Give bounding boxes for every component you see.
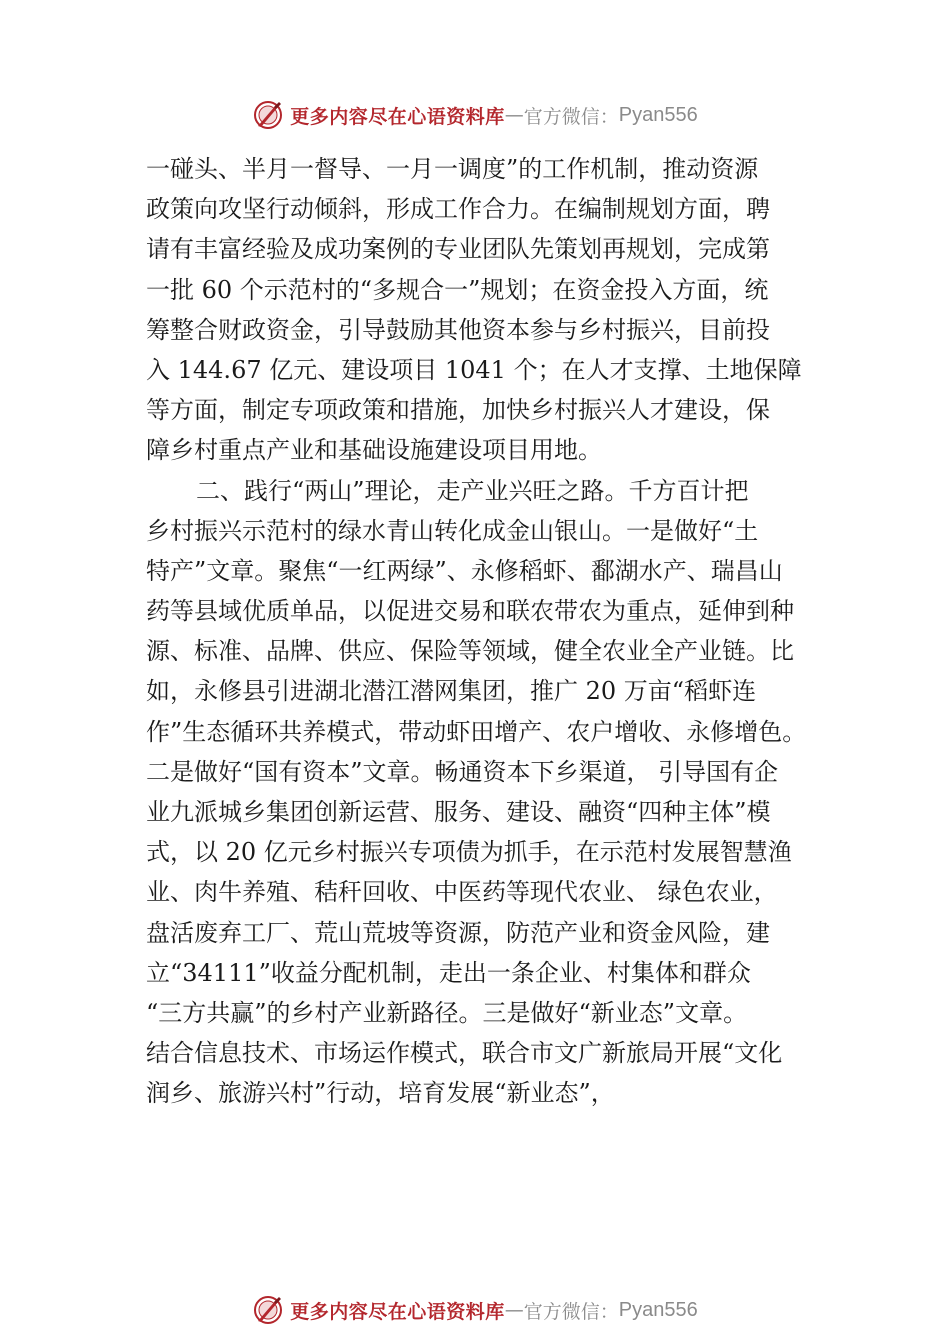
section-heading-line: 二、践行“两山”理论，走产业兴旺之路。千方百计把 — [196, 476, 749, 505]
text-line: 请有丰富经验及成功案例的专业团队先策划再规划，完成第 — [146, 235, 770, 264]
text-line: 如，永修县引进湖北潜江潜网集团，推广 20 万亩“稻虾连 — [146, 677, 757, 706]
wechat-handle: Pyan556 — [618, 103, 698, 126]
text-line: 一碰头、半月一督导、一月一调度”的工作机制，推动资源 — [146, 155, 759, 183]
text-line: 等方面，制定专项政策和措施，加快乡村振兴人才建设，保 — [146, 396, 770, 425]
text-line: 业、肉牛养殖、秸秆回收、中医药等现代农业、 绿色农业， — [146, 878, 778, 907]
text-line: 障乡村重点产业和基础设施建设项目用地。 — [146, 436, 602, 465]
text-line: 乡村振兴示范村的绿水青山转化成金山银山。一是做好“土 — [146, 516, 759, 545]
text-line: 一批 60 个示范村的“多规合一”规划；在资金投入方面，统 — [146, 275, 769, 304]
wechat-handle: Pyan556 — [618, 1298, 698, 1321]
document-body — [146, 149, 846, 1114]
text-line: 药等县域优质单品，以促进交易和联农带农为重点，延伸到种 — [146, 597, 794, 626]
brand-text: 更多内容尽在心语资料库 — [290, 1300, 505, 1323]
text-line: 立“34111”收益分配机制，走出一条企业、村集体和群众 — [146, 958, 751, 987]
text-line: “三方共赢”的乡村产业新路径。三是做好“新业态”文章。 — [146, 998, 748, 1027]
text-line: 作”生态循环共养模式，带动虾田增产、农户增收、永修增色。 — [146, 717, 807, 746]
banner-separator: — — [504, 1299, 524, 1321]
text-line: 源、标准、品牌、供应、保险等领域，健全农业全产业链。比 — [146, 637, 794, 666]
quill-pen-seal-icon — [252, 1294, 284, 1326]
text-line: 政策向攻坚行动倾斜，形成工作合力。在编制规划方面，聘 — [146, 195, 770, 224]
text-line: 筹整合财政资金，引导鼓励其他资本参与乡村振兴，目前投 — [146, 315, 770, 344]
text-line: 盘活废弃工厂、荒山荒坡等资源，防范产业和资金风险，建 — [146, 918, 770, 947]
wechat-label: 官方微信： — [523, 105, 619, 128]
text-line: 特产”文章。聚焦“一红两绿”、永修稻虾、鄱湖水产、瑞昌山 — [146, 556, 783, 585]
brand-text: 更多内容尽在心语资料库 — [290, 105, 505, 128]
wechat-label: 官方微信： — [523, 1300, 619, 1323]
text-line: 业九派城乡集团创新运营、服务、建设、融资“四种主体”模 — [146, 798, 771, 826]
footer-banner — [0, 1290, 950, 1330]
text-line: 式，以 20 亿元乡村振兴专项债为抓手，在示范村发展智慧渔 — [146, 838, 792, 867]
text-line: 二是做好“国有资本”文章。畅通资本下乡渠道， 引导国有企 — [146, 757, 779, 786]
text-line: 入 144.67 亿元、建设项目 1041 个；在人才支撑、土地保障 — [146, 355, 802, 384]
text-line: 润乡、旅游兴村”行动，培育发展“新业态”， — [146, 1079, 615, 1108]
quill-pen-seal-icon — [252, 99, 284, 131]
text-line: 结合信息技术、市场运作模式，联合市文广新旅局开展“文化 — [146, 1039, 783, 1068]
banner-separator: — — [504, 104, 524, 126]
header-banner — [0, 95, 950, 135]
